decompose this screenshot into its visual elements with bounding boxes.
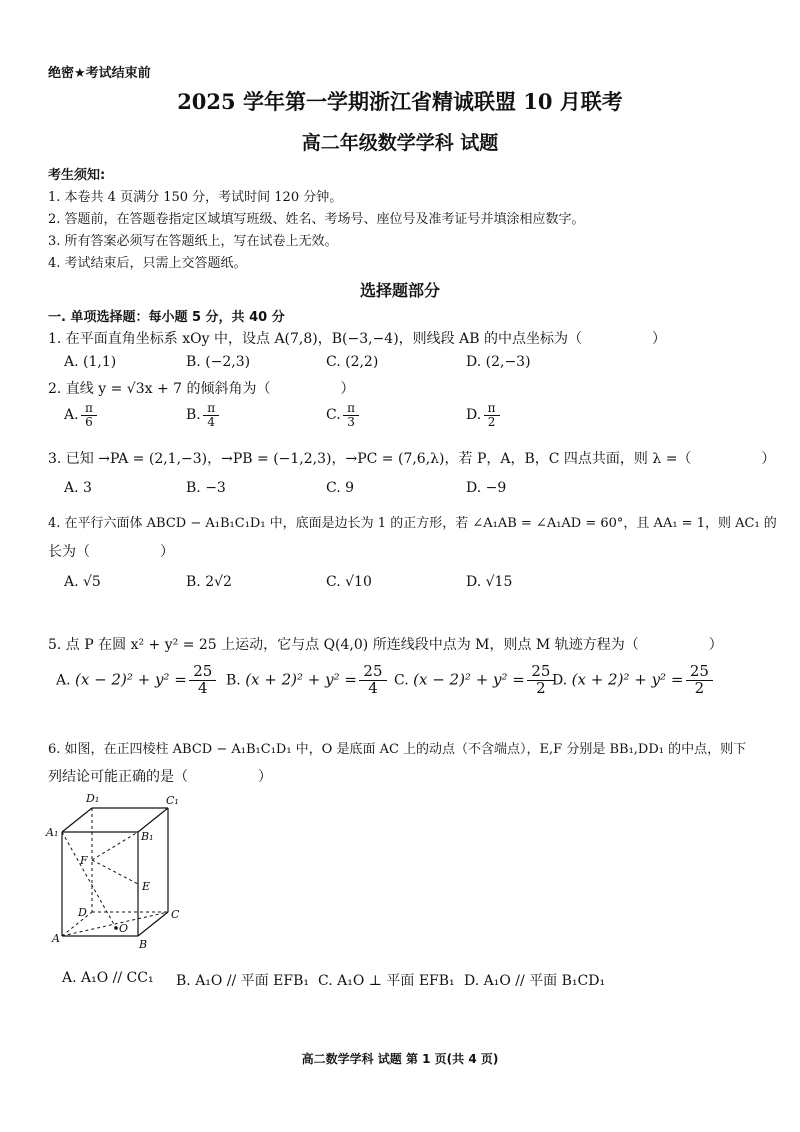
q3-option-d: D. −9 — [466, 480, 507, 496]
q5-option-d: D. (x + 2)² + y² = $\frac{25}{2}$ — [552, 664, 711, 697]
question-2: 2. 直线 y = √3x + 7 的倾斜角为（ ） — [48, 381, 355, 397]
q6-option-c: C. A₁O ⊥ 平面 EFB₁ — [318, 973, 455, 989]
q1-option-c: C. (2,2) — [326, 354, 379, 370]
q2-option-c: C. $\frac{\pi}{3}$ — [326, 402, 357, 428]
q5-option-c: C. (x − 2)² + y² = $\frac{25}{2}$ — [394, 664, 552, 697]
label-c1: C₁ — [166, 794, 179, 807]
label-a: A — [52, 932, 60, 945]
label-f: F — [80, 854, 88, 867]
question-6-cont: 列结论可能正确的是（ ） — [48, 769, 272, 785]
label-d: D — [78, 906, 87, 919]
secret-label: 绝密★考试结束前 — [48, 66, 151, 81]
notice-item: 2. 答题前，在答题卷指定区域填写班级、姓名、考场号、座位号及准考证号并填涂相应数字。 — [48, 212, 585, 227]
question-4-cont: 长为（ ） — [48, 544, 174, 560]
q2-option-a: A. $\frac{\pi}{6}$ — [64, 402, 95, 428]
line-a1o — [62, 832, 116, 928]
q4-option-b: B. 2√2 — [186, 574, 232, 590]
q6-option-d: D. A₁O // 平面 B₁CD₁ — [464, 973, 606, 989]
notice-item: 3. 所有答案必须写在答题纸上，写在试卷上无效。 — [48, 234, 338, 249]
q1-option-a: A. (1,1) — [64, 354, 117, 370]
q5-option-a: A. (x − 2)² + y² = $\frac{25}{4}$ — [56, 664, 214, 697]
page-footer: 高二数学学科 试题 第 1 页(共 4 页) — [301, 1052, 499, 1066]
question-4: 4. 在平行六面体 ABCD − A₁B₁C₁D₁ 中，底面是边长为 1 的正方形，若 ∠A₁AB = ∠A₁AD = 60°，且 AA₁ = 1，则 AC₁ 的 — [48, 516, 777, 531]
q6-option-a: A. A₁O // CC₁ — [62, 970, 154, 986]
section-title: 选择题部分 — [359, 281, 440, 300]
question-5: 5. 点 P 在圆 x² + y² = 25 上运动，它与点 Q(4,0) 所连线段中点为 M，则点 M 轨迹方程为（ ） — [48, 637, 723, 653]
q2-option-b: B. $\frac{\pi}{4}$ — [186, 402, 217, 428]
label-a1: A₁ — [46, 826, 59, 839]
label-e: E — [142, 880, 151, 893]
label-c: C — [171, 908, 180, 921]
edge-b1c1 — [138, 808, 168, 832]
q5-option-b: B. (x + 2)² + y² = $\frac{25}{4}$ — [226, 664, 385, 697]
part-heading: 一. 单项选择题：每小题 5 分，共 40 分 — [48, 310, 285, 325]
question-6: 6. 如图，在正四棱柱 ABCD − A₁B₁C₁D₁ 中，O 是底面 AC 上的动点（不含端点），E,F 分别是 BB₁,DD₁ 的中点，则下 — [48, 742, 747, 757]
q6-option-b: B. A₁O // 平面 EFB₁ — [176, 973, 310, 989]
q1-option-d: D. (2,−3) — [466, 354, 531, 370]
label-b1: B₁ — [141, 830, 154, 843]
line-fe — [92, 860, 138, 884]
q3-option-a: A. 3 — [64, 480, 92, 496]
label-b: B — [139, 938, 148, 951]
label-d1: D₁ — [86, 792, 100, 805]
label-o: O — [119, 922, 129, 935]
q4-option-c: C. √10 — [326, 574, 372, 590]
edge-ad-hidden — [62, 912, 92, 936]
exam-subtitle: 高二年级数学学科 试题 — [301, 132, 499, 154]
point-o — [114, 926, 118, 930]
prism-figure — [40, 790, 190, 960]
q2-option-d: D. $\frac{\pi}{2}$ — [466, 402, 498, 428]
notice-item: 1. 本卷共 4 页满分 150 分，考试时间 120 分钟。 — [48, 190, 343, 205]
question-1: 1. 在平面直角坐标系 xOy 中，设点 A(7,8)，B(−3,−4)，则线段 AB 的中点坐标为（ ） — [48, 331, 666, 347]
q3-option-c: C. 9 — [326, 480, 355, 496]
notice-item: 4. 考试结束后，只需上交答题纸。 — [48, 256, 247, 271]
question-3: 3. 已知 →PA = (2,1,−3)，→PB = (−1,2,3)，→PC = (7,6,λ)，若 P，A，B，C 四点共面，则 λ =（ ） — [48, 451, 776, 467]
edge-bc — [138, 912, 168, 936]
q4-option-a: A. √5 — [64, 574, 101, 590]
q1-option-b: B. (−2,3) — [186, 354, 251, 370]
notice-heading: 考生须知: — [48, 168, 106, 183]
exam-title: 2025 学年第一学期浙江省精诚联盟 10 月联考 — [177, 89, 623, 114]
line-fb1 — [92, 832, 138, 860]
q4-option-d: D. √15 — [466, 574, 513, 590]
edge-a1d1 — [62, 808, 92, 832]
q3-option-b: B. −3 — [186, 480, 226, 496]
